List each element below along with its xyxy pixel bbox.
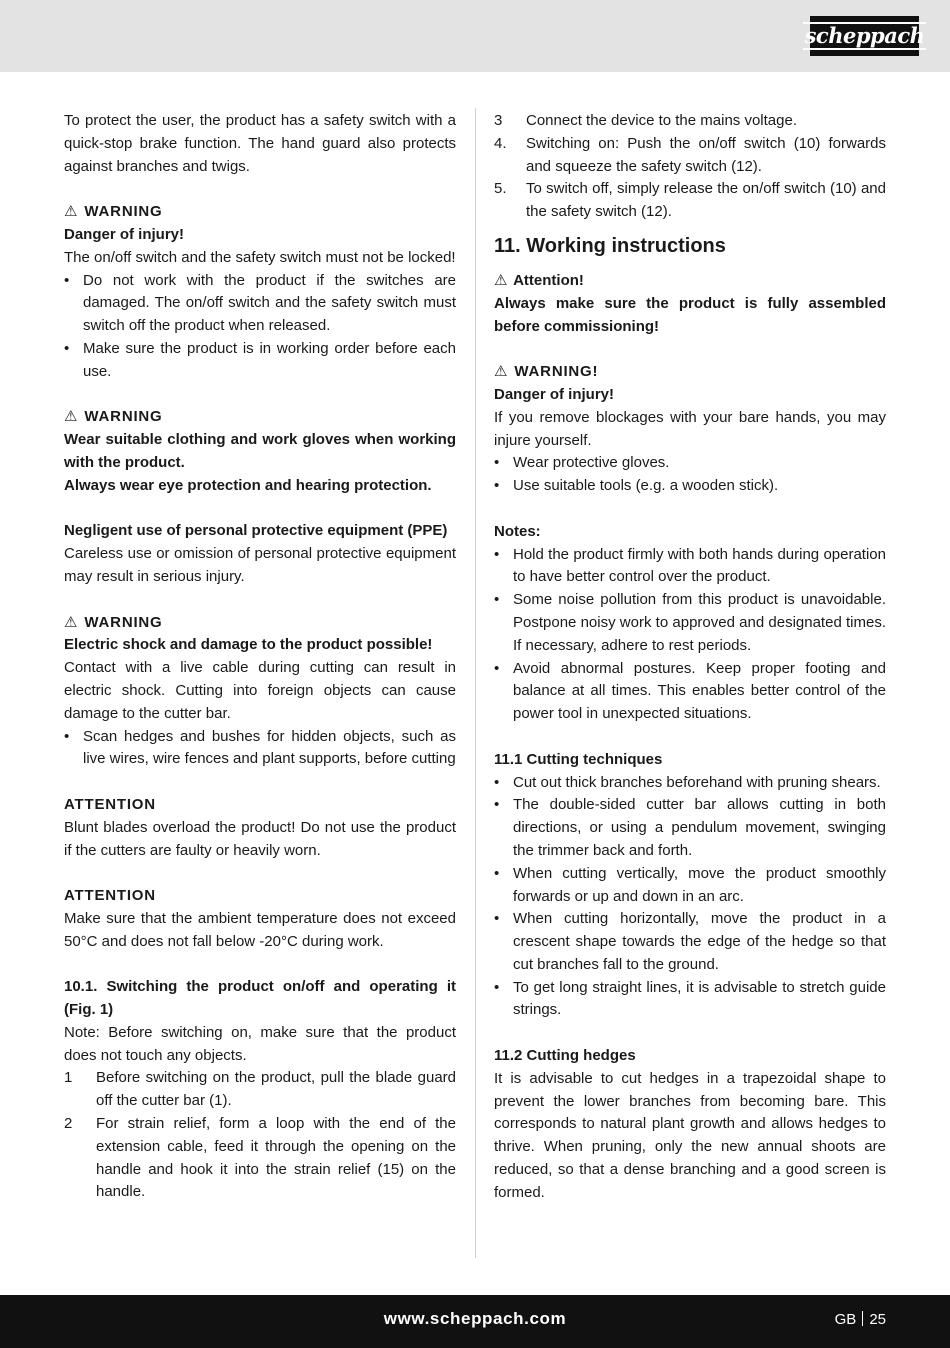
list-item: • To get long straight lines, it is advisable to stretch guide strings. bbox=[494, 977, 886, 1023]
left-column bbox=[64, 110, 456, 1204]
attention-text: Always make sure the product is fully assembled before commissioning! bbox=[494, 294, 886, 335]
step-item bbox=[64, 1113, 456, 1204]
list-item: • Use suitable tools (e.g. a wooden stick). bbox=[494, 475, 886, 498]
section-text: It is advisable to cut hedges in a trapezoidal shape to prevent the lower branches from becoming bare. This corresponds to natural plant growth and allows hedges to thrive. When pruning, only the new annual shoots are reduced, so that a dense branching and a good screen is formed. bbox=[494, 1069, 886, 1201]
section-heading-11: 11. Working instructions bbox=[494, 234, 726, 257]
list-item: • Cut out thick branches beforehand with pruning shears. bbox=[494, 772, 886, 795]
step-text: Switching on: Push the on/off switch (10) forwards and squeeze the safety switch (12). bbox=[526, 134, 886, 175]
section-11-2 bbox=[494, 1045, 886, 1205]
ppe-title: Negligent use of personal protective equipment (PPE) bbox=[64, 522, 448, 540]
list-item: • Some noise pollution from this product is unavoidable. Postpone noisy work to approved and designated times. If necessary, adhere to rest periods. bbox=[494, 589, 886, 657]
list-item: • When cutting horizontally, move the product in a crescent shape towards the edge of the hedge so that cut branches fall to the ground. bbox=[494, 908, 886, 976]
scheppach-logo bbox=[804, 16, 925, 56]
step-item bbox=[494, 110, 886, 133]
step-number: 4. bbox=[494, 134, 507, 152]
website-link[interactable]: www.scheppach.com bbox=[383, 1309, 567, 1328]
section-title: 11.2 Cutting hedges bbox=[494, 1047, 636, 1065]
warning-title: Danger of injury! bbox=[64, 225, 185, 243]
list-item: • Wear protective gloves. bbox=[494, 452, 886, 475]
page-indicator bbox=[835, 1309, 886, 1332]
attention-text: Make sure that the ambient temperature does not exceed 50°C and does not fall below -20°C during work. bbox=[64, 909, 456, 950]
list-item: • Do not work with the product if the switches are damaged. The on/off switch and the safety switch must switch off the product when released. bbox=[64, 270, 456, 338]
attention-text: Blunt blades overload the product! Do not use the product if the cutters are faulty or heavily worn. bbox=[64, 818, 456, 859]
step-number: 2 bbox=[64, 1115, 73, 1133]
logo-text: scheppach bbox=[804, 23, 925, 48]
step-text: To switch off, simply release the on/off switch (10) and the safety switch (12). bbox=[526, 180, 886, 221]
warning-text: Contact with a live cable during cutting can result in electric shock. Cutting into foreign objects can cause damage to the cutter bar. bbox=[64, 659, 456, 722]
warning-triangle-icon: ⚠ bbox=[64, 408, 78, 426]
step-item bbox=[64, 1067, 456, 1113]
attention-block-temperature bbox=[64, 885, 456, 953]
warning-label: WARNING bbox=[84, 203, 163, 221]
step-number: 3 bbox=[494, 112, 503, 129]
section-title: 10.1. Switching the product on/off and operating it (Fig. 1) bbox=[64, 978, 456, 1019]
list-item: • Scan hedges and bushes for hidden objects, such as live wires, wire fences and plant supports, before cutting bbox=[64, 726, 456, 772]
list-item: • The double-sided cutter bar allows cutting in both directions, or using a pendulum movement, swinging the trimmer back and forth. bbox=[494, 794, 886, 862]
notes-block bbox=[494, 521, 886, 726]
warning-triangle-icon: ⚠ bbox=[494, 271, 508, 289]
warning-block-electric bbox=[64, 612, 456, 772]
warning-label: WARNING bbox=[84, 613, 163, 631]
right-column bbox=[494, 110, 886, 1205]
step-text: For strain relief, form a loop with the end of the extension cable, feed it through the opening on the handle and hook it into the strain relief (15) on the handle. bbox=[96, 1115, 456, 1201]
ppe-block bbox=[64, 520, 456, 588]
warning-text: Wear suitable clothing and work gloves when working with the product. bbox=[64, 431, 456, 471]
footer-bar bbox=[0, 1295, 950, 1348]
notes-heading: Notes: bbox=[494, 522, 541, 540]
section-note: Note: Before switching on, make sure that the product does not touch any objects. bbox=[64, 1023, 456, 1064]
warning-heading bbox=[494, 361, 886, 384]
warning-heading bbox=[64, 612, 456, 635]
column-divider bbox=[475, 108, 476, 1258]
warning-block-injury bbox=[64, 201, 456, 383]
header-bar bbox=[0, 0, 950, 72]
separator bbox=[862, 1311, 863, 1326]
warning-triangle-icon: ⚠ bbox=[64, 613, 78, 631]
warning-triangle-icon: ⚠ bbox=[64, 203, 78, 221]
ppe-text: Careless use or omission of personal protective equipment may result in serious injury. bbox=[64, 545, 456, 585]
warning-text: The on/off switch and the safety switch must not be locked! bbox=[64, 248, 456, 266]
step-number: 5. bbox=[494, 180, 507, 198]
list-item: • Make sure the product is in working order before each use. bbox=[64, 338, 456, 384]
intro-paragraph: To protect the user, the product has a safety switch with a quick-stop brake function. The hand guard also protects against branches and twigs. bbox=[64, 112, 456, 175]
warning-title: Danger of injury! bbox=[494, 385, 615, 403]
warning-title: Electric shock and damage to the product possible! bbox=[64, 636, 433, 654]
step-text: Before switching on the product, pull the blade guard off the cutter bar (1). bbox=[96, 1069, 456, 1110]
warning-heading bbox=[64, 406, 456, 429]
section-11-1 bbox=[494, 749, 886, 1023]
warning-list bbox=[64, 726, 456, 772]
warning-heading bbox=[64, 201, 456, 224]
attention-block-assembly bbox=[494, 270, 886, 338]
attention-label: Attention! bbox=[513, 271, 584, 289]
step-list bbox=[64, 1067, 456, 1204]
technique-list bbox=[494, 772, 886, 1023]
step-item bbox=[494, 178, 886, 224]
warning-block-clothing bbox=[64, 406, 456, 497]
warning-label: WARNING! bbox=[514, 363, 599, 381]
warning-list bbox=[494, 452, 886, 498]
attention-heading bbox=[494, 270, 886, 293]
step-text: Connect the device to the mains voltage. bbox=[526, 112, 797, 129]
warning-text: If you remove blockages with your bare hands, you may injure yourself. bbox=[494, 408, 886, 449]
notes-list bbox=[494, 544, 886, 726]
list-item: • Avoid abnormal postures. Keep proper footing and balance at all times. This enables better control of the power tool in unexpected situations. bbox=[494, 658, 886, 726]
section-title: 11.1 Cutting techniques bbox=[494, 750, 663, 768]
warning-block-blockages bbox=[494, 361, 886, 498]
step-item bbox=[494, 133, 886, 179]
attention-block-blades bbox=[64, 794, 456, 862]
list-item: • When cutting vertically, move the product smoothly forwards or up and down in an arc. bbox=[494, 863, 886, 909]
step-list bbox=[494, 110, 886, 224]
language-code: GB bbox=[834, 1311, 857, 1328]
section-10-1 bbox=[64, 976, 456, 1204]
warning-list bbox=[64, 270, 456, 384]
list-item: • Hold the product firmly with both hands during operation to have better control over the product. bbox=[494, 544, 886, 590]
page-number: 25 bbox=[869, 1311, 886, 1328]
warning-label: WARNING bbox=[84, 408, 163, 426]
warning-triangle-icon: ⚠ bbox=[494, 363, 508, 381]
step-number: 1 bbox=[64, 1069, 73, 1087]
warning-text: Always wear eye protection and hearing protection. bbox=[64, 476, 432, 494]
attention-heading: ATTENTION bbox=[64, 887, 156, 905]
attention-heading: ATTENTION bbox=[64, 795, 156, 813]
